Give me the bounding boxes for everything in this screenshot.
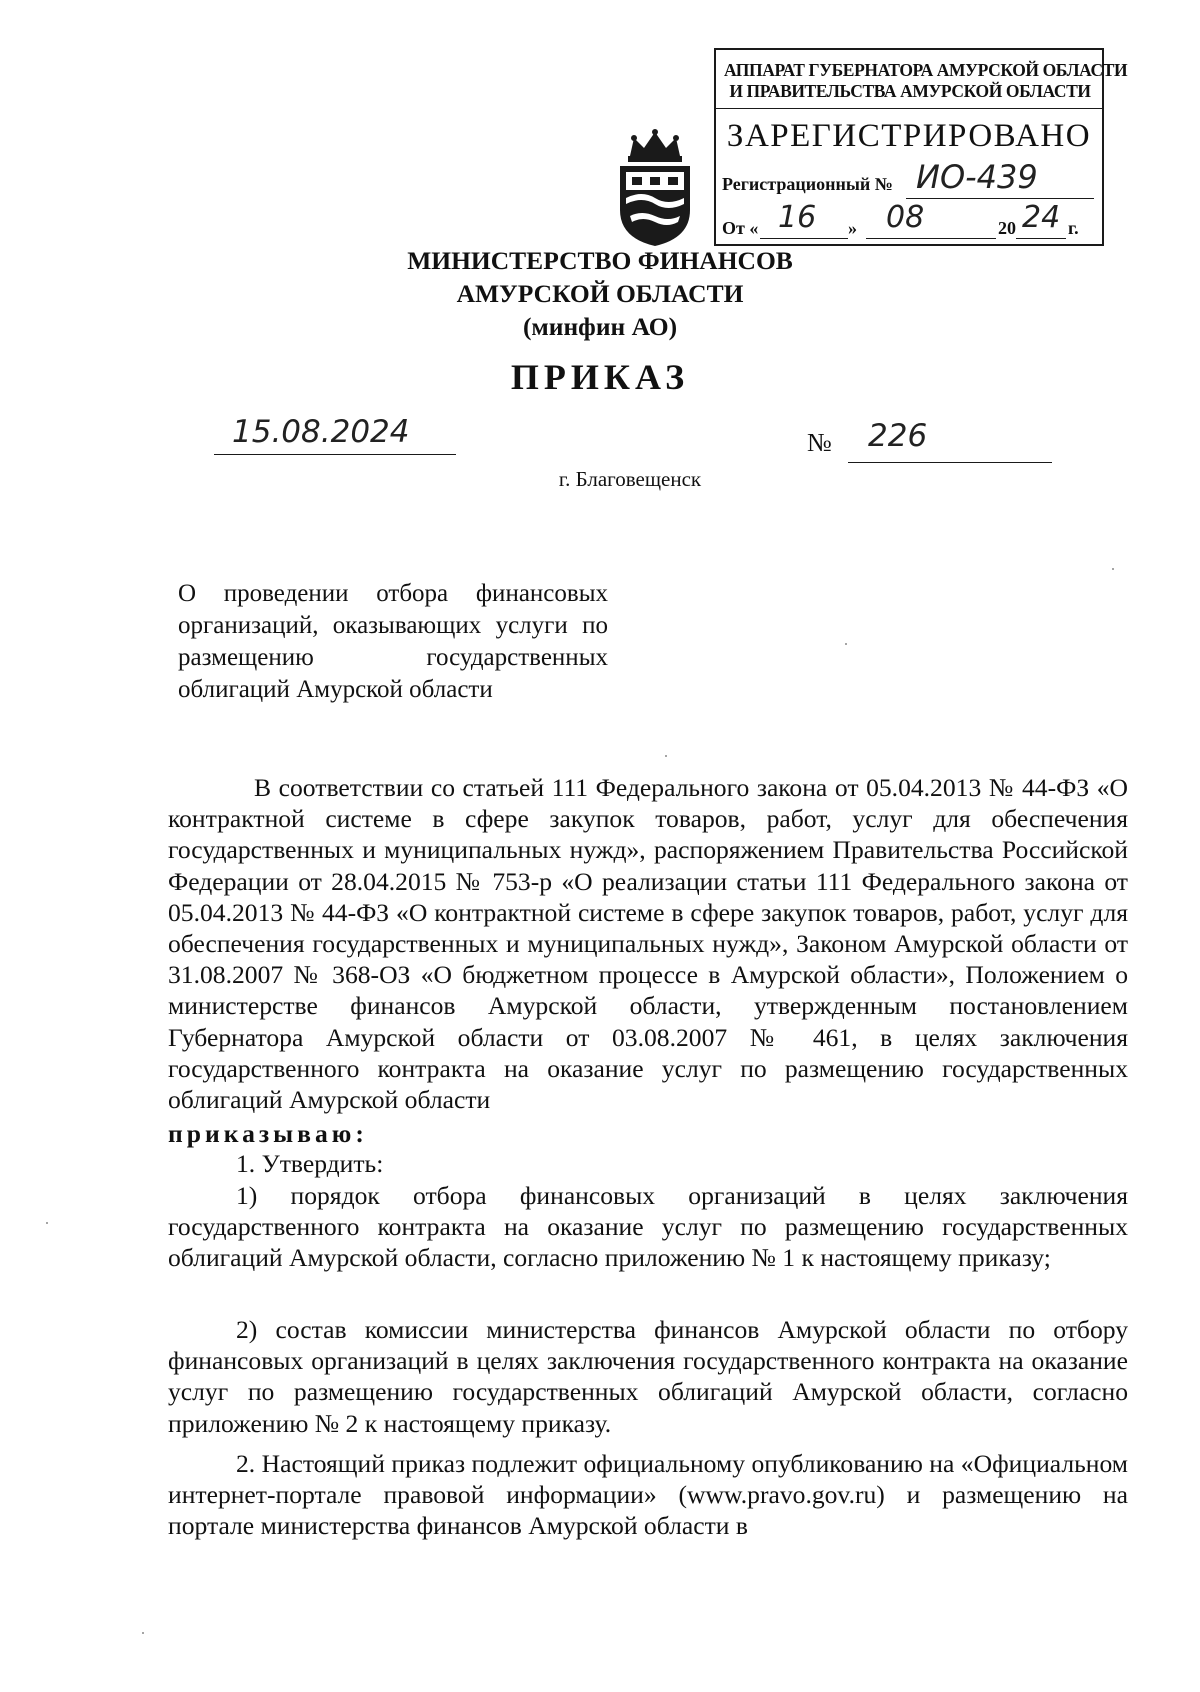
order-number-label: № <box>807 428 832 457</box>
order-number-underline <box>848 462 1052 463</box>
item-1-subitem-2: 2) состав комиссии министерства финансов Амурской области по отбору финансовых организаций в целях заключения государственного контракта на оказание услуг по размещению государственных облигаций Амурской области, согласно приложению № 2 к настоящему приказу. <box>168 1315 1128 1438</box>
stamp-month: 08 <box>886 200 925 235</box>
scan-speck <box>845 643 847 645</box>
preamble-paragraph: В соответствии со статьей 111 Федерального закона от 05.04.2013 № 44-ФЗ «О контрактной системе в сфере закупок товаров, работ, услуг для обеспечения государственных и муниципальных нужд», распоряжением Правительства Российской Федерации от 28.04.2015 № 753-р «О реализации статьи 111 Федерального закона от 05.04.2013 № 44-ФЗ «О контрактной системе в сфере закупок товаров, работ, услуг для обеспечения государственных и муниципальных нужд», Законом Амурской области от 31.08.2007 № 368-ОЗ «О бюджетном процессе в Амурской области», Положением о министерстве финансов Амурской области, утвержденным постановлением Губернатора Амурской области от 03.08.2007 № 461, в целях заключения государственного контракта на оказание услуг по размещению государственных облигаций Амурской области <box>168 773 1128 1115</box>
scan-speck <box>665 755 667 757</box>
order-date-underline <box>214 454 456 455</box>
order-date: 15.08.2024 <box>232 414 410 450</box>
stamp-month-underline <box>866 238 996 239</box>
stamp-day: 16 <box>778 200 817 235</box>
stamp-year: 24 <box>1022 200 1061 235</box>
stamp-from-label: От « <box>722 218 759 238</box>
stamp-title: ЗАРЕГИСТРИРОВАНО <box>726 118 1092 154</box>
stamp-organization-line2: И ПРАВИТЕЛЬСТВА АМУРСКОЙ ОБЛАСТИ <box>729 81 1091 101</box>
stamp-reg-number: ИО-439 <box>916 158 1038 196</box>
city: г. Благовещенск <box>558 467 702 491</box>
stamp-day-underline <box>760 238 848 239</box>
ministry-short-name: (минфин АО) <box>522 312 678 341</box>
stamp-year-underline <box>1016 238 1066 239</box>
order-subject: О проведении отбора финансовых организаций, оказывающих услуги по размещению государственных облигаций Амурской области <box>178 580 608 703</box>
ministry-name-line2: АМУРСКОЙ ОБЛАСТИ <box>456 279 744 308</box>
item-1-subitem-1: 1) порядок отбора финансовых организаций в целях заключения государственного контракта на оказание услуг по размещению государственных облигаций Амурской области, согласно приложению № 1 к настоящему приказу; <box>168 1181 1128 1273</box>
scan-speck <box>142 1632 144 1634</box>
stamp-year-prefix: 20 <box>998 218 1016 238</box>
ministry-name-line1: МИНИСТЕРСТВО ФИНАНСОВ <box>407 246 793 275</box>
order-word: приказываю: <box>168 1119 368 1148</box>
stamp-reg-underline <box>906 198 1094 199</box>
stamp-year-unit: г. <box>1068 218 1079 238</box>
scan-speck <box>1112 568 1114 570</box>
item-2: 2. Настоящий приказ подлежит официальному опубликованию на «Официальном интернет-портале правовой информации» (www.pravo.gov.ru) и размещению на портале министерства финансов Амурской области в <box>168 1449 1128 1541</box>
item-1: 1. Утвердить: <box>236 1149 384 1178</box>
document-type: ПРИКАЗ <box>510 357 690 397</box>
stamp-divider <box>716 108 1102 109</box>
stamp-quote-close: » <box>848 218 857 238</box>
order-number: 226 <box>868 418 928 454</box>
stamp-reg-label: Регистрационный № <box>722 174 893 194</box>
stamp-organization-line1: АППАРАТ ГУБЕРНАТОРА АМУРСКОЙ ОБЛАСТИ <box>724 60 1128 80</box>
scan-speck <box>46 1222 48 1224</box>
registration-stamp <box>714 48 1128 246</box>
coat-of-arms-icon <box>612 128 698 248</box>
